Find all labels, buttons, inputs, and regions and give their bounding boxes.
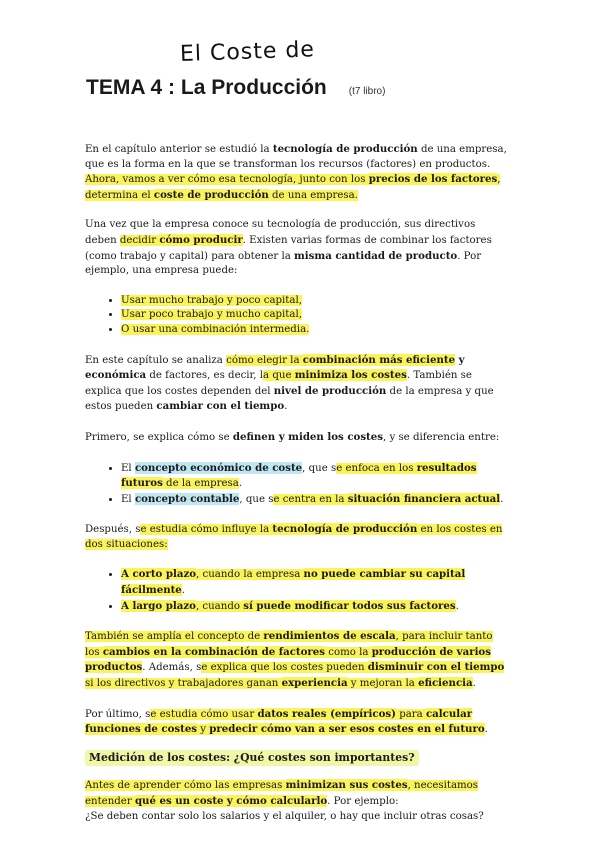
highlighted-text: También se amplía el concepto de: [85, 631, 264, 643]
paragraph-two-situations: [85, 522, 510, 552]
highlighted-bold-text: rendimientos de escala: [263, 630, 396, 643]
highlighted-text: Usar poco trabajo y mucho capital,: [121, 309, 302, 321]
text: . Además, s: [142, 662, 202, 674]
highlighted-text: y: [197, 724, 210, 736]
highlighted-text: , para incluir tanto los: [85, 631, 493, 658]
text: de una empresa, que es la forma en la que se transforman los recursos (factores) en productos.: [85, 144, 507, 170]
text: El: [121, 462, 135, 474]
title-row: [86, 76, 385, 100]
bold-text: cambiar con el tiempo: [156, 400, 285, 413]
highlighted-bold-text: sí puede modificar todos sus factores: [243, 599, 456, 612]
list-item: [121, 323, 510, 338]
highlighted-text: , cuando la empresa: [196, 569, 304, 581]
paragraph-returns-to-scale: [85, 629, 510, 691]
highlighted-bold-text: resultados futuros: [121, 461, 477, 490]
bold-text: y económica: [85, 353, 465, 382]
highlighted-text: , cuando: [195, 600, 244, 612]
highlighted-text: Antes de aprender cómo las empresas: [85, 780, 286, 792]
document-body: [85, 142, 510, 824]
text: Una vez que la empresa conoce su tecnología de producción, sus directivos deben: [85, 219, 476, 246]
highlighted-text: para: [395, 708, 426, 720]
highlighted-bold-text: calcular funciones de costes: [85, 707, 473, 736]
highlighted-bold-text: no puede cambiar su capital fácilmente: [121, 568, 466, 597]
highlighted-bold-text: eficiencia: [418, 677, 473, 690]
text: de la empresa y que estos pueden: [85, 385, 494, 413]
paragraph-empirical-data: [85, 707, 510, 738]
text: ¿Se deben contar solo los salarios y el alquiler, o hay que incluir otras cosas?: [85, 810, 484, 822]
highlighted-text: e estudia cómo influye la: [140, 524, 273, 536]
highlighted-text: y mejoran la: [347, 678, 419, 690]
text: . Existen varias formas de combinar los factores (como trabajo y capital) para obtener la: [85, 234, 492, 262]
text: .: [284, 401, 288, 413]
list-item: [121, 599, 510, 615]
list-time-horizons: [85, 567, 510, 614]
highlighted-text: como la: [325, 646, 372, 658]
bold-text: definen y miden los costes: [232, 430, 383, 443]
highlighted-bold-text: disminuir con el tiempo: [367, 661, 505, 674]
text: En este capítulo se analiza: [85, 354, 227, 366]
highlighted-bold-text: y cómo calcularlo: [226, 795, 328, 807]
bold-text: nivel de producción: [273, 384, 387, 397]
highlighted-bold-text: datos reales (empíricos): [257, 707, 396, 720]
highlighted-text: a que: [263, 370, 295, 382]
section-heading: [85, 750, 510, 767]
paragraph-define-costs: [85, 430, 510, 446]
highlighted-bold-text: producción de varios productos: [85, 645, 491, 674]
list-item: [121, 461, 510, 492]
text: .: [238, 478, 243, 490]
text: . Por ejemplo, una empresa puede:: [85, 250, 482, 277]
list-item: [121, 492, 510, 508]
highlighted-text: , determina el: [85, 174, 501, 201]
highlighted-text: Ahora, vamos a ver cómo esa tecnología, junto con los: [85, 174, 369, 186]
list-item: [121, 294, 510, 309]
list-cost-concepts: [85, 461, 510, 508]
paragraph-measuring-costs: [85, 778, 510, 824]
highlighted-bold-text: cambios en la combinación de factores: [102, 645, 325, 658]
handwritten-note: El Coste de: [179, 37, 316, 67]
text: .: [455, 600, 459, 612]
paragraph-how-to-produce: [85, 218, 510, 278]
highlighted-bold-text: experiencia: [281, 677, 348, 690]
highlighted-bold-text: A corto plazo: [121, 568, 197, 581]
section-heading-text: Medición de los costes: ¿Qué costes son importantes?: [85, 750, 419, 767]
list-factor-combinations: [85, 294, 510, 338]
paragraph-intro: [85, 142, 510, 203]
highlighted-text: , necesitamos entender: [85, 780, 479, 807]
highlighted-text: e estudia cómo usar: [150, 708, 258, 720]
highlighted-text: Usar mucho trabajo y poco capital,: [121, 294, 302, 306]
text: .: [181, 585, 186, 597]
text: En el capítulo anterior se estudió la: [85, 144, 273, 155]
text: , que s: [239, 493, 274, 505]
bold-text: tecnología de producción: [272, 143, 418, 155]
highlighted-text: en los costes en dos situaciones:: [85, 524, 503, 550]
text: Después, s: [85, 524, 141, 536]
highlighted-text: cómo elegir la: [226, 354, 303, 366]
highlighted-bold-text: tecnología de producción: [272, 523, 418, 536]
highlighted-text: O usar una combinación intermedia.: [121, 323, 310, 335]
bold-text: misma cantidad de producto: [294, 249, 458, 262]
text: , y se diferencia entre:: [382, 431, 500, 443]
highlighted-text: de la empresa: [162, 478, 239, 490]
highlighted-text: e centra en la: [273, 493, 348, 505]
blue-highlighted-bold-text: concepto contable: [134, 492, 240, 505]
highlighted-bold-text: precios de los factores: [368, 173, 498, 186]
text: Por último, s: [85, 708, 151, 720]
page-title: TEMA 4 : La Producción: [86, 76, 327, 99]
text: de factores, es decir, l: [146, 370, 264, 382]
text: .: [472, 678, 476, 690]
text: . Por ejemplo:: [327, 796, 399, 807]
highlighted-bold-text: situación financiera actual: [347, 492, 501, 505]
blue-highlighted-bold-text: concepto económico de coste: [134, 461, 303, 474]
highlighted-text: si los directivos y trabajadores ganan: [85, 678, 282, 690]
highlighted-bold-text: cómo producir: [159, 233, 243, 246]
highlighted-bold-text: combinación más eficiente: [302, 353, 456, 366]
highlighted-text: e enfoca en los: [336, 462, 417, 474]
text: Primero, se explica cómo se: [85, 431, 233, 443]
title-note: (t7 libro): [348, 86, 386, 97]
highlighted-text: e explica que los costes pueden: [201, 662, 368, 674]
highlighted-bold-text: predecir cómo van a ser esos costes en el futuro: [209, 723, 485, 736]
text: . También se explica que los costes dependen del: [85, 370, 472, 397]
text: .: [484, 724, 488, 736]
highlighted-bold-text: A largo plazo: [121, 599, 196, 612]
highlighted-bold-text: coste de producción: [153, 188, 269, 201]
highlighted-bold-text: qué es un coste: [134, 795, 224, 807]
highlighted-bold-text: minimiza los costes: [294, 369, 407, 382]
highlighted-text: de una empresa.: [268, 189, 358, 201]
list-item: [121, 567, 510, 598]
text: , que s: [302, 462, 337, 474]
paragraph-efficient-combination: [85, 353, 510, 415]
highlighted-text: decidir: [119, 234, 160, 246]
highlighted-bold-text: minimizan sus costes: [285, 779, 408, 792]
list-item: [121, 308, 510, 323]
text: El: [121, 493, 135, 505]
text: .: [500, 493, 504, 505]
